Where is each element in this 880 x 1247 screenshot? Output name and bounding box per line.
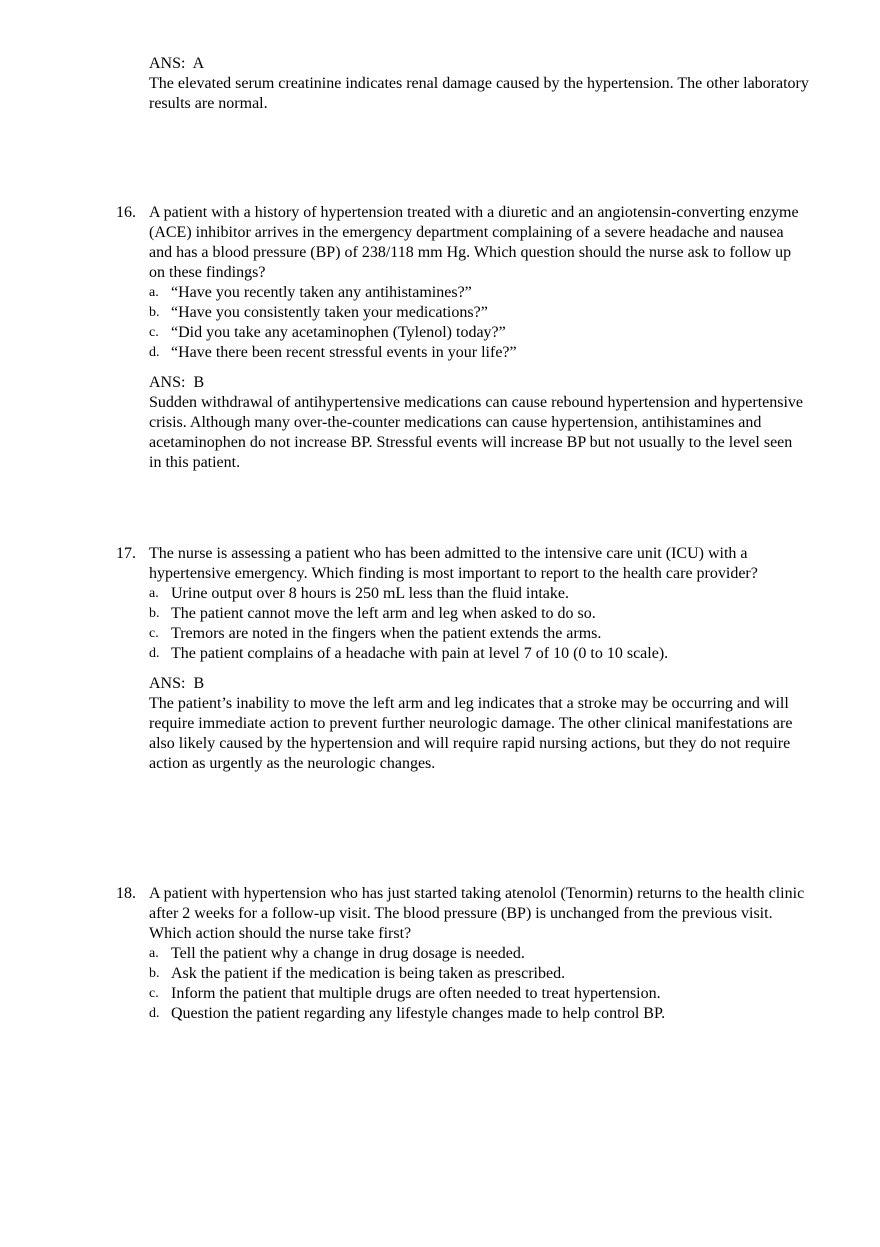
question-18 — [116, 884, 806, 1024]
answer-label: ANS: B — [149, 374, 205, 391]
option-letter: c. — [149, 325, 159, 340]
option-text: The patient cannot move the left arm and leg when asked to do so. — [171, 605, 596, 622]
option-letter: a. — [149, 586, 159, 601]
option-letter: b. — [149, 966, 160, 981]
answer-rationale: The patient’s inability to move the left arm and leg indicates that a stroke may be occurring and will require immediate action to prevent further neurologic damage. The other clinical manifestations are also likely caused by the hypertension and will require rapid nursing actions, but they do not require action as urgently as the neurologic changes. — [149, 695, 793, 772]
option-d — [149, 1004, 806, 1024]
option-letter: c. — [149, 986, 159, 1001]
option-b — [149, 303, 806, 323]
option-text: “Have you consistently taken your medications?” — [171, 304, 488, 321]
question-17 — [116, 544, 806, 774]
option-a — [149, 944, 806, 964]
option-text: The patient complains of a headache with pain at level 7 of 10 (0 to 10 scale). — [171, 645, 669, 662]
option-b — [149, 604, 806, 624]
answer-block — [149, 373, 806, 473]
question-stem: A patient with a history of hypertension treated with a diuretic and an angiotensin-converting enzyme (ACE) inhibitor arrives in the emergency department complaining of a severe headache and nausea and has a blood pressure (BP) of 238/118 mm Hg. Which question should the nurse ask to follow up on these findings? — [149, 204, 799, 281]
answer-label: ANS: B — [149, 675, 205, 692]
option-letter: a. — [149, 946, 159, 961]
option-text: Question the patient regarding any lifestyle changes made to help control BP. — [171, 1005, 666, 1022]
option-text: Urine output over 8 hours is 250 mL less than the fluid intake. — [171, 585, 570, 602]
option-letter: d. — [149, 646, 160, 661]
answer-label: ANS: A — [149, 55, 205, 72]
answer-rationale: The elevated serum creatinine indicates renal damage caused by the hypertension. The other laboratory results are normal. — [149, 75, 809, 112]
question-number: 17. — [116, 545, 136, 562]
option-text: Ask the patient if the medication is being taken as prescribed. — [171, 965, 566, 982]
option-c — [149, 624, 806, 644]
option-letter: c. — [149, 626, 159, 641]
option-c — [149, 984, 806, 1004]
option-text: “Have there been recent stressful events in your life?” — [171, 344, 517, 361]
option-list — [149, 283, 806, 363]
option-list — [149, 944, 806, 1024]
answer-block-15 — [149, 54, 809, 114]
option-d — [149, 644, 806, 664]
answer-block — [149, 674, 806, 774]
question-16 — [116, 203, 806, 473]
option-list — [149, 584, 806, 664]
option-letter: a. — [149, 285, 159, 300]
option-letter: b. — [149, 606, 160, 621]
option-text: Tell the patient why a change in drug dosage is needed. — [171, 945, 525, 962]
option-a — [149, 283, 806, 303]
option-letter: b. — [149, 305, 160, 320]
option-text: “Did you take any acetaminophen (Tylenol) today?” — [171, 324, 506, 341]
question-stem: The nurse is assessing a patient who has been admitted to the intensive care unit (ICU) with a hypertensive emergency. Which finding is most important to report to the health care provider? — [149, 545, 758, 582]
option-text: Inform the patient that multiple drugs are often needed to treat hypertension. — [171, 985, 661, 1002]
option-c — [149, 323, 806, 343]
option-b — [149, 964, 806, 984]
question-number: 16. — [116, 204, 136, 221]
option-text: “Have you recently taken any antihistamines?” — [171, 284, 472, 301]
option-text: Tremors are noted in the fingers when the patient extends the arms. — [171, 625, 602, 642]
question-stem: A patient with hypertension who has just started taking atenolol (Tenormin) returns to the health clinic after 2 weeks for a follow-up visit. The blood pressure (BP) is unchanged from the previous visit. Which action should the nurse take first? — [149, 885, 805, 942]
answer-rationale: Sudden withdrawal of antihypertensive medications can cause rebound hypertension and hypertensive crisis. Although many over-the-counter medications can cause hypertension, antihistamines and acetaminophen do not increase BP. Stressful events will increase BP but not usually to the level seen in this patient. — [149, 394, 804, 471]
option-letter: d. — [149, 345, 160, 360]
option-letter: d. — [149, 1006, 160, 1021]
option-a — [149, 584, 806, 604]
question-number: 18. — [116, 885, 136, 902]
option-d — [149, 343, 806, 363]
